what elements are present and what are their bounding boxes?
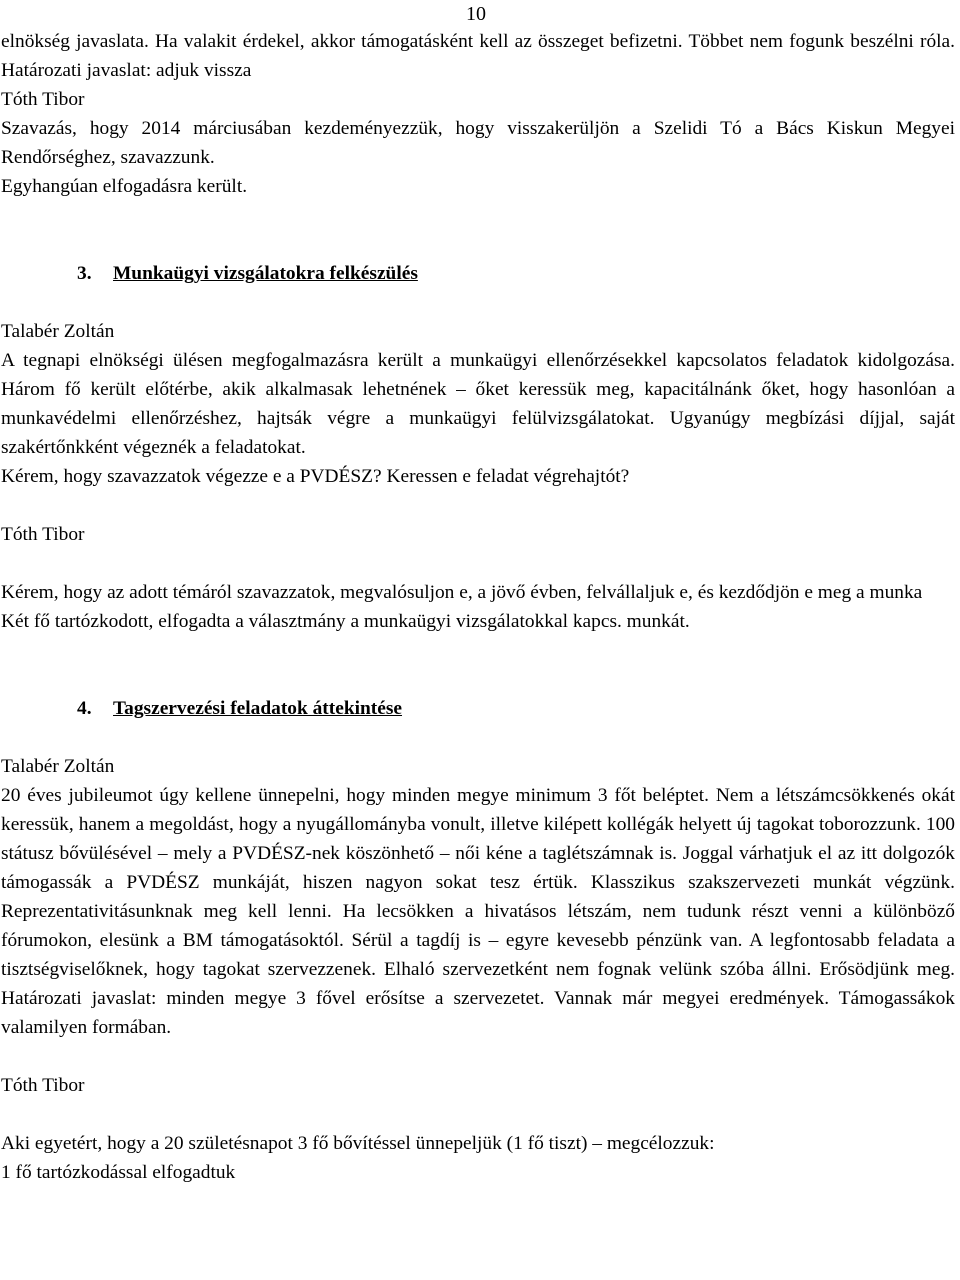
- spacer: [1, 288, 955, 317]
- section-number: 4.: [77, 698, 92, 719]
- document-body: [1, 27, 955, 1187]
- spacer: [1, 491, 955, 520]
- paragraph: Aki egyetért, hogy a 20 születésnapot 3 fő bővítéssel ünnepeljük (1 fő tiszt) – megcélozzuk:: [1, 1133, 715, 1154]
- section-heading-3: [1, 259, 955, 288]
- paragraph: elnökség javaslata. Ha valakit érdekel, akkor támogatásként kell az összeget befizetni. Többet nem fogunk beszélni róla. Határozati javaslat: adjuk vissza: [1, 31, 955, 81]
- spacer: [1, 201, 955, 259]
- paragraph: 20 éves jubileumot úgy kellene ünnepelni, hogy minden megye minimum 3 főt beléptet. Nem a létszámcsökkenés okát keressük, hanem a megoldást, hogy a nyugállományba vonult, illetve kilépett kollégák helyett új tagokat toborozzunk. 100 státusz bővülésével – mely a PVDÉSZ-nek köszönhető – női kéne a taglétszámnak is. Joggal várhatjuk el az itt dolgozók támogassák a PVDÉSZ munkáját, hiszen nagyon sokat tesz értük. Klasszikus szakszervezeti munkát végzünk. Reprezentativitásunknak meg kell lenni. Ha lecsökken a hivatásos létszám, nem tudunk részt venni a különböző fórumokon, elesünk a BM támogatásoktól. Sérül a tagdíj is – egyre kevesebb pénzünk van. A legfontosabb feladata a tisztségviselőknek, hogy tagokat szervezzenek. Elhaló szervezetként nem fognak velünk szóba állni. Erősödjünk meg. Határozati javaslat: minden megye 3 fővel erősítse a szervezetet. Vannak már megyei eredmények. Támogassákok valamilyen formában.: [1, 785, 955, 1038]
- paragraph: Kérem, hogy szavazzatok végezze e a PVDÉSZ? Keressen e feladat végrehajtót?: [1, 466, 630, 487]
- vote-result: Egyhangúan elfogadásra került.: [1, 176, 248, 197]
- spacer: [1, 723, 955, 752]
- spacer: [1, 549, 955, 578]
- paragraph: Kérem, hogy az adott témáról szavazzatok, megvalósuljon e, a jövő évben, felvállaljuk e, és kezdődjön e meg a munka: [1, 582, 923, 603]
- speaker-name: Tóth Tibor: [1, 524, 85, 545]
- paragraph: Szavazás, hogy 2014 márciusában kezdeményezzük, hogy visszakerüljön a Szelidi Tó a Bács Kiskun Megyei Rendőrséghez, szavazzunk.: [1, 118, 955, 168]
- vote-result: Két fő tartózkodott, elfogadta a választmány a munkaügyi vizsgálatokkal kapcs. munkát.: [1, 611, 690, 632]
- spacer: [1, 1100, 955, 1129]
- section-title: Tagszervezési feladatok áttekintése: [113, 698, 403, 719]
- speaker-name: Tóth Tibor: [1, 1075, 85, 1096]
- spacer: [1, 636, 955, 694]
- section-heading-4: [1, 694, 955, 723]
- vote-result: 1 fő tartózkodással elfogadtuk: [1, 1162, 236, 1183]
- speaker-name: Talabér Zoltán: [1, 756, 115, 777]
- spacer: [1, 1042, 955, 1071]
- speaker-name: Talabér Zoltán: [1, 321, 115, 342]
- section-title: Munkaügyi vizsgálatokra felkészülés: [113, 263, 418, 284]
- page-number: 10: [466, 3, 486, 25]
- paragraph: A tegnapi elnökségi ülésen megfogalmazásra került a munkaügyi ellenőrzésekkel kapcsolatos feladatok kidolgozása. Három fő került előtérbe, akik alkalmasak lehetnének – őket keressük meg, kapacitálnánk őket, hogy hasonlóan a munkavédelmi ellenőrzéshez, hajtsák végre a munkaügyi felülvizsgálatokat. Ugyanúgy megbízási díjjal, saját szakértőnkként végeznék a feladatokat.: [1, 350, 955, 458]
- section-number: 3.: [77, 263, 92, 284]
- speaker-name: Tóth Tibor: [1, 89, 85, 110]
